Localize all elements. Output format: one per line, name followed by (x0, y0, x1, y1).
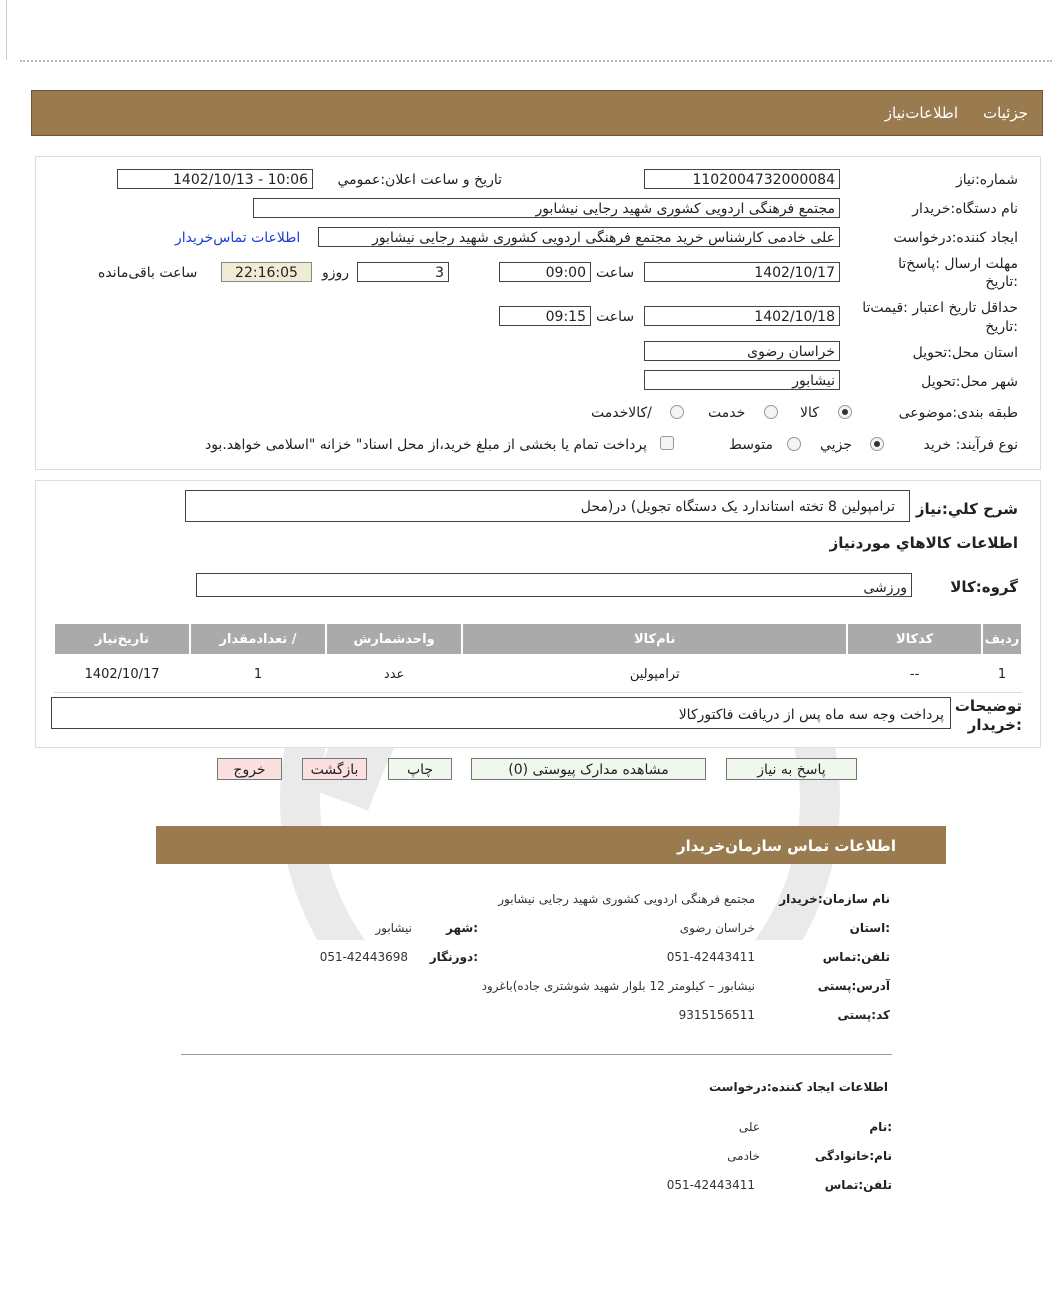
buyer-notes-label: توضيحات (954, 697, 1022, 715)
contact-address-label: آدرس:پستی (817, 979, 890, 993)
contact-postal-value: 9315156511 (678, 1008, 755, 1022)
cell-name: ترامپولین (462, 655, 847, 693)
exit-button[interactable]: خروج (217, 758, 282, 780)
buyer-org-label: نام دستگاه:خریدار (912, 201, 1018, 217)
col-need-date: تاريخ‌نياز (54, 623, 190, 655)
deadline-time-label: ساعت (596, 265, 635, 281)
category-label: طبقه بندی:موضوعی (898, 405, 1018, 421)
tab-details[interactable]: جزئیات (983, 104, 1028, 122)
city-field: نیشابور (644, 370, 840, 390)
process-minor-label: جزيي (820, 437, 852, 453)
contact-divider (181, 1054, 892, 1055)
province-field: خراسان رضوی (644, 341, 840, 361)
process-minor-radio[interactable] (870, 437, 884, 451)
validity-label: حداقل تاریخ اعتبار :قیمت‌تا (862, 300, 1018, 316)
contact-phone-value: 051-42443411 (666, 950, 755, 964)
creator-name-value: علی (738, 1120, 760, 1134)
details-header-bar (31, 90, 1043, 136)
tab-need-info[interactable]: اطلاعات‌نیاز (884, 104, 958, 122)
creator-family-value: خادمی (727, 1149, 760, 1163)
goods-table (53, 622, 1023, 693)
contact-fax-label: :دورنگار (429, 950, 478, 964)
deadline-date-field: 1402/10/17 (644, 262, 840, 282)
goods-group-field: ورزشی (196, 573, 912, 597)
print-button[interactable]: چاپ (388, 758, 452, 780)
contact-city-value: نیشابور (375, 921, 412, 935)
contact-postal-label: کد:پستی (837, 1008, 890, 1022)
deadline-label: مهلت ارسال :پاسخ‌تا (898, 256, 1018, 272)
back-button[interactable]: بازگشت (302, 758, 367, 780)
page-edge-line (6, 0, 7, 60)
category-both-radio[interactable] (670, 405, 684, 419)
category-both-label: /کالاخدمت (591, 405, 652, 421)
table-row (54, 655, 1022, 693)
creator-info-title: اطلاعات ایجاد کننده:درخواست (708, 1080, 888, 1094)
creator-phone-value: 051-42443411 (666, 1178, 755, 1192)
reply-button[interactable]: پاسخ به نياز (726, 758, 857, 780)
validity-time-label: ساعت (596, 309, 635, 325)
view-documents-button[interactable]: مشاهده مدارک پیوستی (0) (471, 758, 706, 780)
province-label: استان محل:تحویل (912, 345, 1018, 361)
buyer-notes-field: پرداخت وجه سه ماه پس از دریافت فاکتورکالا (51, 697, 951, 729)
dotted-separator (20, 60, 1052, 62)
creator-phone-label: تلفن:تماس (824, 1178, 892, 1192)
creator-name-label: :نام (869, 1120, 892, 1134)
cell-quantity: 1 (190, 655, 326, 693)
need-description-label: شرح کلي:نياز (915, 500, 1018, 518)
col-name: نام‌کالا (462, 623, 847, 655)
validity-label-date: :تاریخ (985, 319, 1018, 335)
need-description-field: ترامپولین 8 تخته استاندارد یک دستگاه تجویل) در(محل (185, 490, 910, 522)
process-medium-radio[interactable] (787, 437, 801, 451)
category-goods-label: کالا (800, 405, 819, 421)
col-row: رديف (982, 623, 1022, 655)
buyer-org-field: مجتمع فرهنگی اردویی کشوری شهید رجایی نیشابور (253, 198, 840, 218)
announce-date-field: 1402/10/13 - 10:06 (117, 169, 313, 189)
creator-label: ایجاد کننده:درخواست (893, 230, 1018, 246)
city-label: شهر محل:تحویل (921, 374, 1018, 390)
treasury-payment-checkbox[interactable] (660, 436, 674, 450)
contact-province-label: :استان (849, 921, 890, 935)
deadline-label-date: :تاریخ (985, 274, 1018, 290)
day-label: روزو (322, 265, 350, 281)
cell-unit: عدد (326, 655, 462, 693)
remaining-label: ساعت باقی‌مانده (98, 265, 198, 281)
treasury-payment-note: پرداخت تمام یا بخشی از مبلغ خرید،از محل اسناد" خزانه "اسلامی خواهد.بود (204, 437, 647, 453)
cell-need-date: 1402/10/17 (54, 655, 190, 693)
buyer-notes-label-2: :خريدار (967, 716, 1022, 734)
contact-address-value: نیشابور – کیلومتر 12 بلوار شهید شوشتری جاده)باغرود (481, 979, 755, 993)
process-type-label: نوع فرآیند: خرید (923, 437, 1018, 453)
deadline-time-field: 09:00 (499, 262, 591, 282)
category-service-label: خدمت (708, 405, 746, 421)
contact-city-label: :شهر (446, 921, 478, 935)
creator-field: علی خادمی کارشناس خرید مجتمع فرهنگی اردویی کشوری شهید رجایی نیشابور (318, 227, 840, 247)
creator-family-label: نام:خانوادگی (814, 1149, 892, 1163)
buyer-contact-link[interactable]: اطلاعات تماس‌خریدار (175, 230, 301, 246)
buyer-contact-header (156, 826, 946, 864)
validity-date-field: 1402/10/18 (644, 306, 840, 326)
need-number-field: 1102004732000084 (644, 169, 840, 189)
category-goods-radio[interactable] (838, 405, 852, 419)
process-medium-label: متوسط (729, 437, 773, 453)
announce-label: تاریخ و ساعت اعلان:عمومي (337, 172, 502, 188)
cell-row: 1 (982, 655, 1022, 693)
validity-time-field: 09:15 (499, 306, 591, 326)
contact-org-value: مجتمع فرهنگی اردویی کشوری شهید رجایی نیشابور (498, 892, 755, 906)
goods-info-title: اطلاعات کالاهاي موردنياز (829, 534, 1018, 552)
contact-province-value: خراسان رضوی (679, 921, 755, 935)
contact-org-label: نام سازمان:خریدار (779, 892, 890, 906)
col-code: کدکالا (847, 623, 982, 655)
days-field: 3 (357, 262, 449, 282)
contact-phone-label: تلفن:تماس (822, 950, 890, 964)
need-number-label: شماره:نیاز (955, 172, 1018, 188)
contact-fax-value: 051-42443698 (319, 950, 408, 964)
goods-table-header (54, 623, 1022, 655)
remaining-timer: 22:16:05 (221, 262, 312, 282)
cell-code: -- (847, 655, 982, 693)
category-service-radio[interactable] (764, 405, 778, 419)
goods-group-label: گروه:کالا (950, 578, 1018, 596)
col-unit: واحدشمارش (326, 623, 462, 655)
buyer-contact-title: اطلاعات تماس سازمان‌خریدار (676, 837, 896, 855)
col-quantity: / تعدادمقدار (190, 623, 326, 655)
